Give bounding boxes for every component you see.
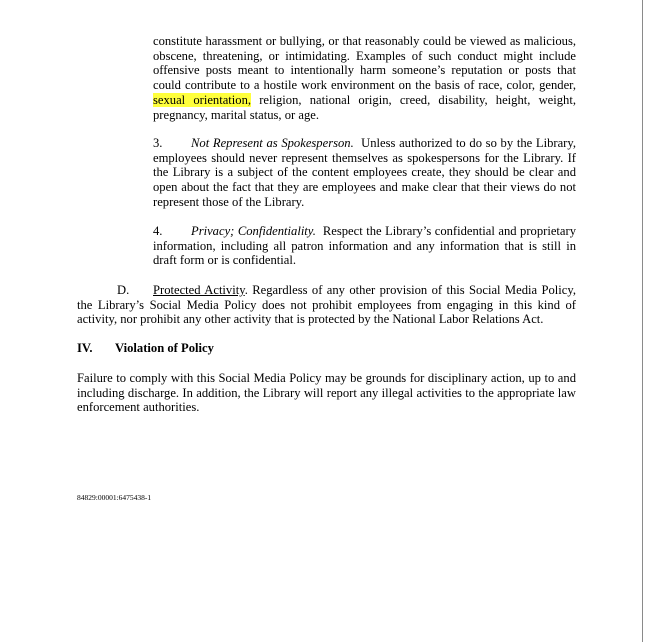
paragraph-text: constitute harassment or bullying, or that reasonably could be viewed as malicious, obscene, threatening, or intimidating. Examples of such conduct might include offensive posts meant to intentionally harm someone’s reputation or posts that could contribute to a hostile work environment on the basis of race, color, gender, — [153, 34, 576, 93]
item-title: Not Represent as Spokesperson. — [191, 136, 354, 150]
paragraph-violation: Failure to comply with this Social Media Policy may be grounds for disciplinary action, up to and including discharge. In addition, the Library will report any illegal activities to the appropriate law enforcement authorities. — [77, 371, 576, 415]
paragraph-harassment — [153, 34, 576, 122]
section-title: Violation of Policy — [115, 341, 214, 355]
item-title: Privacy; Confidentiality. — [191, 224, 316, 238]
item-title: Protected Activity — [153, 283, 245, 297]
item-body: . Regardless of any other provision of this Social Media Policy, the Library’s Social Media Policy does not prohibit employees from engaging in this kind of activity, nor prohibit any other activity that is protected by the National Labor Relations Act. — [77, 283, 577, 327]
section-number: IV. — [77, 341, 93, 355]
item-letter: D. — [117, 283, 130, 297]
item-privacy-confidentiality — [153, 224, 576, 268]
highlighted-text[interactable]: sexual orientation, — [153, 92, 252, 107]
section-heading-violation — [77, 341, 214, 356]
item-body: Unless authorized to do so by the Library, employees should never represent themselves as spokespersons for the Library. If the Library is a subject of the content employees create, they should be clear and open about the fact that they are employees and make clear that their views do not represent those of the Library. — [153, 136, 577, 209]
item-body: Respect the Library’s confidential and proprietary information, including all patron information and any information that is still in draft form or is confidential. — [153, 224, 576, 268]
item-not-represent-spokesperson — [153, 136, 576, 210]
paragraph-text: religion, national origin, creed, disability, height, weight, pregnancy, marital status, or age. — [153, 92, 576, 122]
item-protected-activity — [77, 283, 576, 327]
item-number: 3. — [153, 136, 163, 150]
viewer-gutter — [645, 0, 655, 642]
document-footer-id: 84829:00001:6475438-1 — [77, 493, 152, 502]
item-number: 4. — [153, 224, 163, 238]
